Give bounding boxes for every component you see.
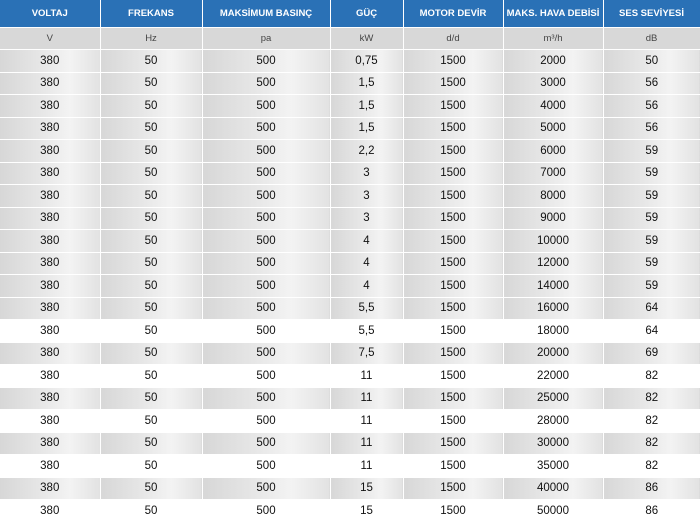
cell-frekans: 50	[100, 410, 202, 433]
header-ses-seviyesi: SES SEVİYESİ	[603, 0, 700, 28]
cell-frekans: 50	[100, 140, 202, 163]
cell-frekans: 50	[100, 297, 202, 320]
header-motor-devir: MOTOR DEVİR	[403, 0, 503, 28]
cell-maks-hava-debisi: 12000	[503, 252, 603, 275]
cell-frekans: 50	[100, 477, 202, 500]
cell-frekans: 50	[100, 117, 202, 140]
cell-voltaj: 380	[0, 387, 100, 410]
cell-maks-hava-debisi: 6000	[503, 140, 603, 163]
cell-guc: 5,5	[330, 320, 403, 343]
table-row	[0, 500, 700, 522]
cell-frekans: 50	[100, 95, 202, 118]
cell-voltaj: 380	[0, 185, 100, 208]
cell-maksimum-basinc: 500	[202, 365, 330, 388]
cell-frekans: 50	[100, 320, 202, 343]
cell-maksimum-basinc: 500	[202, 342, 330, 365]
cell-motor-devir: 1500	[403, 297, 503, 320]
cell-maks-hava-debisi: 3000	[503, 72, 603, 95]
cell-voltaj: 380	[0, 140, 100, 163]
cell-frekans: 50	[100, 500, 202, 522]
cell-voltaj: 380	[0, 72, 100, 95]
cell-voltaj: 380	[0, 162, 100, 185]
cell-guc: 3	[330, 207, 403, 230]
cell-frekans: 50	[100, 275, 202, 298]
cell-voltaj: 380	[0, 207, 100, 230]
cell-maksimum-basinc: 500	[202, 275, 330, 298]
unit-frekans: Hz	[100, 28, 202, 50]
cell-frekans: 50	[100, 387, 202, 410]
cell-maksimum-basinc: 500	[202, 95, 330, 118]
cell-motor-devir: 1500	[403, 387, 503, 410]
cell-ses-seviyesi: 86	[603, 477, 700, 500]
cell-motor-devir: 1500	[403, 117, 503, 140]
cell-guc: 0,75	[330, 50, 403, 73]
cell-guc: 5,5	[330, 297, 403, 320]
cell-motor-devir: 1500	[403, 275, 503, 298]
table-row	[0, 477, 700, 500]
cell-motor-devir: 1500	[403, 185, 503, 208]
cell-motor-devir: 1500	[403, 252, 503, 275]
cell-ses-seviyesi: 82	[603, 410, 700, 433]
cell-guc: 11	[330, 365, 403, 388]
cell-voltaj: 380	[0, 252, 100, 275]
cell-ses-seviyesi: 59	[603, 185, 700, 208]
cell-ses-seviyesi: 82	[603, 365, 700, 388]
cell-maks-hava-debisi: 9000	[503, 207, 603, 230]
cell-voltaj: 380	[0, 455, 100, 478]
cell-voltaj: 380	[0, 230, 100, 253]
table-row	[0, 95, 700, 118]
unit-maks-hava-debisi: m³/h	[503, 28, 603, 50]
cell-ses-seviyesi: 56	[603, 95, 700, 118]
cell-guc: 1,5	[330, 117, 403, 140]
cell-ses-seviyesi: 59	[603, 275, 700, 298]
cell-maks-hava-debisi: 10000	[503, 230, 603, 253]
cell-maksimum-basinc: 500	[202, 455, 330, 478]
cell-maks-hava-debisi: 2000	[503, 50, 603, 73]
cell-ses-seviyesi: 50	[603, 50, 700, 73]
cell-guc: 4	[330, 252, 403, 275]
cell-guc: 11	[330, 410, 403, 433]
cell-maksimum-basinc: 500	[202, 72, 330, 95]
unit-motor-devir: d/d	[403, 28, 503, 50]
header-frekans: FREKANS	[100, 0, 202, 28]
table-row	[0, 432, 700, 455]
cell-motor-devir: 1500	[403, 320, 503, 343]
cell-ses-seviyesi: 82	[603, 455, 700, 478]
cell-voltaj: 380	[0, 477, 100, 500]
cell-maksimum-basinc: 500	[202, 140, 330, 163]
cell-motor-devir: 1500	[403, 342, 503, 365]
cell-ses-seviyesi: 64	[603, 297, 700, 320]
cell-guc: 7,5	[330, 342, 403, 365]
cell-motor-devir: 1500	[403, 455, 503, 478]
cell-guc: 2,2	[330, 140, 403, 163]
cell-guc: 15	[330, 500, 403, 522]
cell-motor-devir: 1500	[403, 477, 503, 500]
cell-guc: 1,5	[330, 95, 403, 118]
table-row	[0, 207, 700, 230]
cell-maks-hava-debisi: 8000	[503, 185, 603, 208]
table-row	[0, 117, 700, 140]
cell-frekans: 50	[100, 432, 202, 455]
cell-motor-devir: 1500	[403, 230, 503, 253]
cell-frekans: 50	[100, 365, 202, 388]
cell-maksimum-basinc: 500	[202, 117, 330, 140]
cell-ses-seviyesi: 82	[603, 432, 700, 455]
cell-motor-devir: 1500	[403, 95, 503, 118]
unit-guc: kW	[330, 28, 403, 50]
cell-voltaj: 380	[0, 432, 100, 455]
cell-motor-devir: 1500	[403, 500, 503, 522]
cell-ses-seviyesi: 82	[603, 387, 700, 410]
cell-frekans: 50	[100, 162, 202, 185]
cell-voltaj: 380	[0, 500, 100, 522]
cell-guc: 11	[330, 455, 403, 478]
header-row	[0, 0, 700, 28]
cell-voltaj: 380	[0, 297, 100, 320]
cell-maks-hava-debisi: 40000	[503, 477, 603, 500]
table-row	[0, 252, 700, 275]
cell-ses-seviyesi: 59	[603, 162, 700, 185]
cell-frekans: 50	[100, 185, 202, 208]
table-row	[0, 365, 700, 388]
cell-voltaj: 380	[0, 320, 100, 343]
cell-motor-devir: 1500	[403, 410, 503, 433]
cell-motor-devir: 1500	[403, 365, 503, 388]
cell-voltaj: 380	[0, 365, 100, 388]
cell-maksimum-basinc: 500	[202, 252, 330, 275]
cell-frekans: 50	[100, 50, 202, 73]
cell-maksimum-basinc: 500	[202, 50, 330, 73]
unit-voltaj: V	[0, 28, 100, 50]
cell-voltaj: 380	[0, 275, 100, 298]
cell-ses-seviyesi: 64	[603, 320, 700, 343]
unit-maksimum-basinc: pa	[202, 28, 330, 50]
cell-frekans: 50	[100, 252, 202, 275]
cell-motor-devir: 1500	[403, 140, 503, 163]
cell-guc: 3	[330, 162, 403, 185]
cell-guc: 1,5	[330, 72, 403, 95]
cell-frekans: 50	[100, 455, 202, 478]
cell-maks-hava-debisi: 50000	[503, 500, 603, 522]
cell-ses-seviyesi: 59	[603, 207, 700, 230]
cell-maksimum-basinc: 500	[202, 297, 330, 320]
cell-maks-hava-debisi: 28000	[503, 410, 603, 433]
cell-guc: 3	[330, 185, 403, 208]
cell-maksimum-basinc: 500	[202, 477, 330, 500]
cell-frekans: 50	[100, 72, 202, 95]
table-row	[0, 72, 700, 95]
cell-maks-hava-debisi: 14000	[503, 275, 603, 298]
cell-ses-seviyesi: 59	[603, 140, 700, 163]
cell-motor-devir: 1500	[403, 72, 503, 95]
cell-maksimum-basinc: 500	[202, 320, 330, 343]
header-guc: GÜÇ	[330, 0, 403, 28]
table-row	[0, 342, 700, 365]
cell-maksimum-basinc: 500	[202, 230, 330, 253]
table-row	[0, 230, 700, 253]
cell-motor-devir: 1500	[403, 162, 503, 185]
cell-ses-seviyesi: 69	[603, 342, 700, 365]
cell-maks-hava-debisi: 7000	[503, 162, 603, 185]
cell-ses-seviyesi: 56	[603, 117, 700, 140]
cell-maks-hava-debisi: 35000	[503, 455, 603, 478]
unit-row	[0, 28, 700, 50]
unit-ses-seviyesi: dB	[603, 28, 700, 50]
cell-guc: 4	[330, 275, 403, 298]
cell-maks-hava-debisi: 4000	[503, 95, 603, 118]
table-row	[0, 410, 700, 433]
cell-motor-devir: 1500	[403, 50, 503, 73]
table-row	[0, 185, 700, 208]
cell-guc: 4	[330, 230, 403, 253]
cell-maksimum-basinc: 500	[202, 185, 330, 208]
cell-maks-hava-debisi: 5000	[503, 117, 603, 140]
table-row	[0, 387, 700, 410]
cell-ses-seviyesi: 59	[603, 230, 700, 253]
cell-maks-hava-debisi: 22000	[503, 365, 603, 388]
cell-maksimum-basinc: 500	[202, 432, 330, 455]
table-row	[0, 162, 700, 185]
cell-frekans: 50	[100, 230, 202, 253]
table-row	[0, 297, 700, 320]
header-voltaj: VOLTAJ	[0, 0, 100, 28]
table-row	[0, 455, 700, 478]
table-row	[0, 140, 700, 163]
cell-ses-seviyesi: 59	[603, 252, 700, 275]
cell-voltaj: 380	[0, 342, 100, 365]
cell-guc: 11	[330, 387, 403, 410]
cell-voltaj: 380	[0, 95, 100, 118]
cell-maksimum-basinc: 500	[202, 387, 330, 410]
cell-voltaj: 380	[0, 117, 100, 140]
cell-ses-seviyesi: 86	[603, 500, 700, 522]
cell-frekans: 50	[100, 207, 202, 230]
header-maksimum-basinc: MAKSİMUM BASINÇ	[202, 0, 330, 28]
cell-motor-devir: 1500	[403, 207, 503, 230]
cell-frekans: 50	[100, 342, 202, 365]
table-row	[0, 275, 700, 298]
cell-maksimum-basinc: 500	[202, 162, 330, 185]
cell-maks-hava-debisi: 30000	[503, 432, 603, 455]
cell-maksimum-basinc: 500	[202, 207, 330, 230]
cell-maks-hava-debisi: 16000	[503, 297, 603, 320]
table-row	[0, 50, 700, 73]
cell-voltaj: 380	[0, 50, 100, 73]
cell-voltaj: 380	[0, 410, 100, 433]
table-body	[0, 50, 700, 522]
cell-guc: 15	[330, 477, 403, 500]
cell-motor-devir: 1500	[403, 432, 503, 455]
cell-maks-hava-debisi: 20000	[503, 342, 603, 365]
cell-maks-hava-debisi: 25000	[503, 387, 603, 410]
cell-maksimum-basinc: 500	[202, 500, 330, 522]
cell-maks-hava-debisi: 18000	[503, 320, 603, 343]
cell-guc: 11	[330, 432, 403, 455]
table-row	[0, 320, 700, 343]
cell-ses-seviyesi: 56	[603, 72, 700, 95]
cell-maksimum-basinc: 500	[202, 410, 330, 433]
header-maks-hava-debisi: MAKS. HAVA DEBİSİ	[503, 0, 603, 28]
